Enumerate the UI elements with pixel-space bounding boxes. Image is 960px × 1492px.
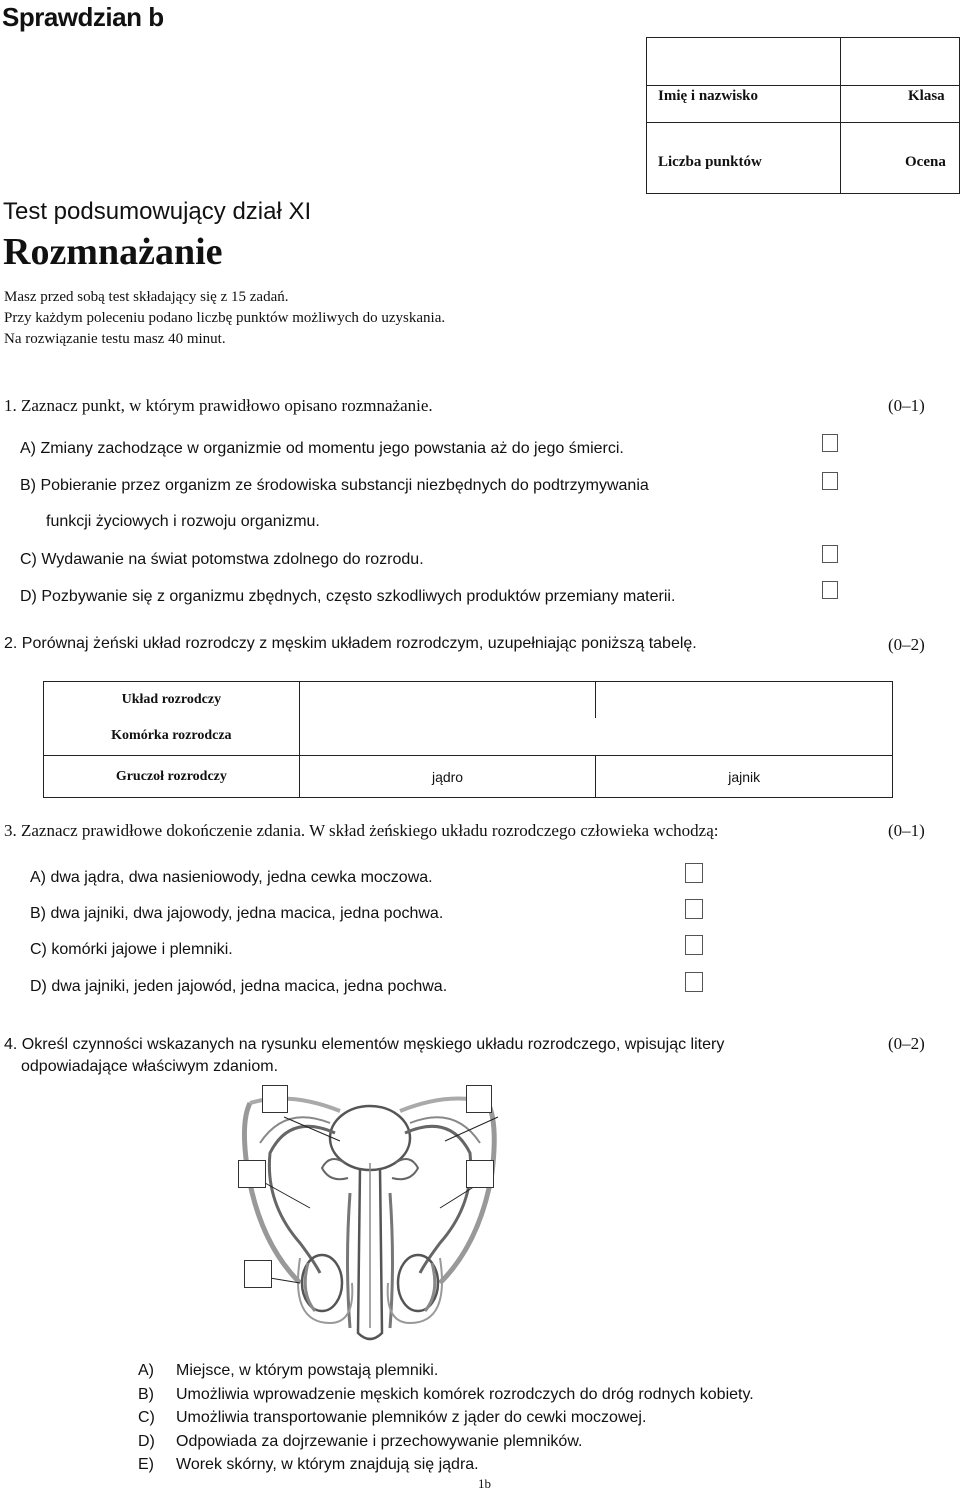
table-cell: jądro <box>299 756 596 798</box>
option-text: dwa jądra, dwa nasieniowody, jedna cewka moczowa. <box>50 869 433 886</box>
option-letter: A) <box>138 1362 154 1379</box>
page-number: 1b <box>478 1476 491 1491</box>
statement-item <box>138 1359 754 1383</box>
q3-option-a <box>30 869 433 887</box>
q1-checkbox-b[interactable] <box>822 472 838 490</box>
answer-cell[interactable] <box>596 682 893 718</box>
name-label: Imię i nazwisko <box>658 88 759 104</box>
test-title: Rozmnażanie <box>3 231 223 273</box>
table-header-cell: Komórka rozrodcza <box>44 718 300 756</box>
q1-option-a <box>20 440 624 458</box>
table-cell: jajnik <box>728 768 761 785</box>
option-text: komórki jajowe i plemniki. <box>51 941 233 958</box>
statement-item <box>138 1383 754 1407</box>
option-letter: E) <box>138 1456 154 1473</box>
test-intro <box>4 287 445 350</box>
statement-item <box>138 1453 754 1477</box>
statement-item <box>138 1406 754 1430</box>
question-4-points: (0–2) <box>888 1034 925 1053</box>
q3-checkbox-d[interactable] <box>685 972 703 992</box>
male-reproductive-system-drawing <box>230 1083 510 1345</box>
table-row <box>44 756 893 798</box>
q3-option-c <box>30 941 233 959</box>
option-letter: A) <box>30 869 46 886</box>
q1-option-d <box>20 588 675 606</box>
q1-option-c <box>20 551 424 569</box>
test-subtitle: Test podsumowujący dział XI <box>3 198 312 225</box>
question-4-line: 4. Określ czynności wskazanych na rysunku elementów męskiego układu rozrodczego, wpisując litery <box>4 1036 725 1053</box>
question-1-text: 1. Zaznacz punkt, w którym prawidłowo opisano rozmnażanie. <box>4 396 433 415</box>
option-letter: C) <box>138 1409 155 1426</box>
question-3-text: 3. Zaznacz prawidłowe dokończenie zdania. W skład żeńskiego układu rozrodczego człowieka wchodzą: <box>4 821 719 840</box>
option-text: Wydawanie na świat potomstwa zdolnego do rozrodu. <box>41 551 424 568</box>
q4-statements <box>138 1359 754 1477</box>
q3-checkbox-c[interactable] <box>685 935 703 955</box>
drawing-answer-box[interactable] <box>244 1260 272 1288</box>
drawing-answer-box[interactable] <box>466 1160 494 1188</box>
question-2-text: 2. Porównaj żeński układ rozrodczy z męskim układem rozrodczym, uzupełniając poniższą tabelę. <box>4 635 697 652</box>
statement-item <box>138 1430 754 1454</box>
table-row <box>44 718 893 756</box>
option-text: Pobieranie przez organizm ze środowiska substancji niezbędnych do podtrzymywania <box>40 477 649 494</box>
option-text: Odpowiada za dojrzewanie i przechowywanie plemników. <box>176 1432 583 1450</box>
q3-option-d <box>30 978 447 996</box>
option-letter: A) <box>20 440 36 457</box>
option-text: Miejsce, w którym powstają plemniki. <box>176 1362 439 1379</box>
option-letter: B) <box>138 1385 154 1403</box>
table-row <box>44 682 893 718</box>
class-label: Klasa <box>908 88 945 104</box>
q1-option-b-continuation: funkcji życiowych i rozwoju organizmu. <box>46 513 320 530</box>
q1-option-b <box>20 477 649 495</box>
option-text: Zmiany zachodzące w organizmie od momentu jego powstania aż do jego śmierci. <box>40 440 624 457</box>
option-text: Worek skórny, w którym znajdują się jądra. <box>176 1456 479 1473</box>
grade-label: Ocena <box>905 154 946 170</box>
q3-checkbox-a[interactable] <box>685 863 703 883</box>
question-3-points: (0–1) <box>888 821 925 840</box>
question-1-points: (0–1) <box>888 396 925 415</box>
table-header-cell: Układ rozrodczy <box>44 682 300 718</box>
drawing-answer-box[interactable] <box>262 1085 288 1113</box>
option-text: Pozbywanie się z organizmu zbędnych, często szkodliwych produktów przemiany materii. <box>41 588 676 605</box>
option-letter: D) <box>30 978 47 995</box>
answer-cell[interactable] <box>299 718 596 756</box>
option-letter: D) <box>20 588 37 605</box>
answer-cell[interactable] <box>596 718 893 756</box>
q1-checkbox-a[interactable] <box>822 434 838 452</box>
option-letter: B) <box>30 905 46 922</box>
q1-checkbox-d[interactable] <box>822 581 838 599</box>
question-4-text <box>4 1034 724 1078</box>
drawing-answer-box[interactable] <box>466 1085 492 1113</box>
option-text: dwa jajniki, jeden jajowód, jedna macica, jedna pochwa. <box>51 978 448 995</box>
page-header-title: Sprawdzian b <box>2 2 164 32</box>
q3-checkbox-b[interactable] <box>685 899 703 919</box>
option-text: Umożliwia transportowanie plemników z jąder do cewki moczowej. <box>176 1409 647 1426</box>
intro-line: Masz przed sobą test składający się z 15 zadań. <box>4 289 289 305</box>
q3-option-b <box>30 905 443 923</box>
intro-line: Przy każdym poleceniu podano liczbę punktów możliwych do uzyskania. <box>4 310 446 326</box>
table-header-cell: Gruczoł rozrodczy <box>44 756 300 798</box>
question-2-points: (0–2) <box>888 635 925 654</box>
question-4-line: odpowiadające właściwym zdaniom. <box>21 1058 279 1075</box>
points-label: Liczba punktów <box>658 154 762 170</box>
comparison-table <box>43 681 893 798</box>
answer-cell[interactable] <box>299 682 596 718</box>
option-letter: D) <box>138 1432 155 1450</box>
option-letter: C) <box>20 551 37 568</box>
option-text: dwa jajniki, dwa jajowody, jedna macica, jedna pochwa. <box>50 905 444 922</box>
option-text: Umożliwia wprowadzenie męskich komórek rozrodczych do dróg rodnych kobiety. <box>176 1385 754 1403</box>
q1-checkbox-c[interactable] <box>822 545 838 563</box>
option-letter: B) <box>20 477 36 494</box>
intro-line: Na rozwiązanie testu masz 40 minut. <box>4 331 226 347</box>
option-letter: C) <box>30 941 47 958</box>
drawing-answer-box[interactable] <box>238 1160 266 1188</box>
